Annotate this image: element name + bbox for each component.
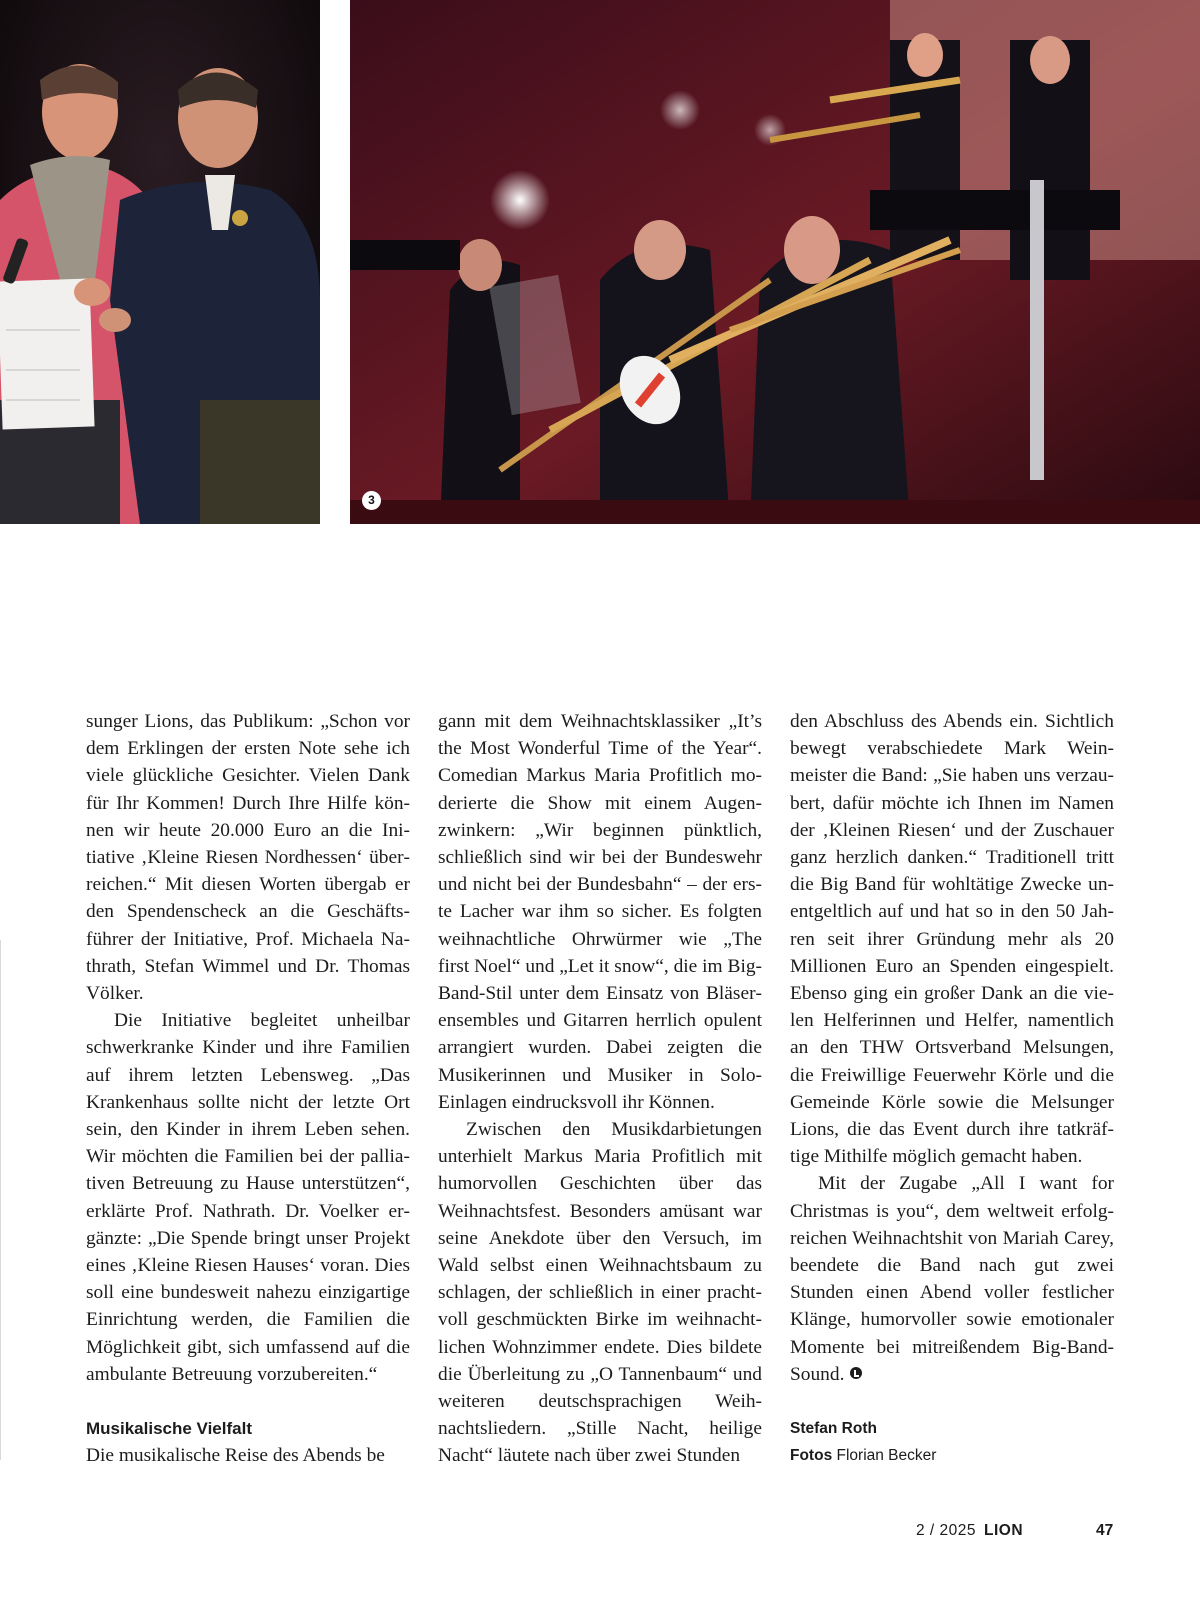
end-of-article-icon [850, 1367, 862, 1379]
paragraph: den Abschluss des Abends ein. Sichtlich bewegt verabschiedete Mark Weinmeister die Band: „Sie haben uns verzaubert, dafür möchte ich Ihnen im Namen der ‚Kleinen Riesen‘ und der Zuschauer ganz herzlich danken.“ Traditionell tritt die Big Band für wohltätige Zwecke unentgeltlich auf und hat so in den 50 Jahren seit ihrer Gründung mehr als 20 Millionen Euro an Spenden eingespielt. Ebenso ging ein großer Dank an die vielen Helferinnen und Helfer, namentlich an den THW Ortsverband Melsungen, die Freiwillige Feuerwehr Körle und die Gemeinde Körle sowie die Melsunger Lions, die das Event durch ihre tatkräftige Mithilfe möglich gemacht haben. [790, 711, 1114, 1168]
magazine-name: LION [984, 1522, 1024, 1539]
text-column-3 [790, 708, 1114, 1469]
text-column-2 [438, 708, 762, 1470]
author-name: Stefan Roth [790, 1420, 877, 1438]
paragraph: Die Initiative begleitet unheilbar schwerkranke Kinder und ihre Familien auf ihrem letzten Lebensweg. „Das Krankenhaus sollte nicht der letzte Ort sein, den Kinder in ihrem Leben sehen. Wir möchten die Familien bei der palliativen Betreuung zu Hause unterstützen“, erklärte Prof. Nathrath. Dr. Voelker ergänzte: „Die Spende bringt unser Projekt eines ‚Kleine Riesen Hauses‘ voran. Dies soll eine bundesweit nahezu einzigartige Einrichtung werden, die Familien die Möglichkeit gibt, sich umfassend auf die ambulante Betreuung vorzubereiten.“ [86, 1010, 410, 1385]
photo-number-badge: 3 [362, 491, 381, 510]
paragraph: Die musikalische Reise des Abends be [86, 1445, 385, 1467]
photo-cheque-handover [0, 0, 320, 524]
subheading: Musikalische Vielfalt [86, 1419, 252, 1439]
big-band-photo-icon [350, 0, 1200, 524]
text-column-1 [86, 708, 410, 1469]
issue-number: 2 / 2025 [916, 1522, 977, 1539]
page-number: 47 [1096, 1522, 1114, 1539]
handover-photo-icon [0, 0, 320, 524]
photographer-name: Florian Becker [836, 1447, 937, 1465]
page-footer [916, 1522, 1114, 1540]
photos-label: Fotos [790, 1447, 833, 1465]
credits [790, 1415, 1114, 1469]
paragraph: gann mit dem Weihnachtsklassiker „It’s the Most Wonderful Time of the Year“. Comedian Markus Maria Profitlich moderierte die Show mit einem Augenzwinkern: „Wir beginnen pünktlich, schließlich sind wir bei der Bundeswehr und nicht bei der Bundesbahn“ – der erste Lacher war ihm so sicher. Es folgten weihnachtliche Ohrwürmer wie „The first Noel“ und „Let it snow“, die im Big-Band-Stil unter dem Einsatz von Bläserensembles und Gitarren herrlich opulent arrangiert wurden. Dabei zeigten die Musikerinnen und Musiker in Solo-Einlagen eindrucksvoll ihr Können. [438, 711, 762, 1113]
paragraph-final [790, 1170, 1114, 1388]
paragraph: Zwischen den Musikdarbietungen unterhielt Markus Maria Profitlich mit humorvollen Geschichten über das Weihnachtsfest. Besonders amüsant war seine Anekdote über den Versuch, im Wald selbst einen Weihnachtsbaum zu schlagen, der schließlich in einer prachtvoll geschmückten Birke im weihnachtlichen Wohnzimmer endete. Dies bildete die Überleitung zu „O Tannenbaum“ und weiteren deutschsprachigen Weihnachtsliedern. „Stille Nacht, heilige Nacht“ läutete nach über zwei Stunden [438, 1119, 762, 1467]
photo-big-band [350, 0, 1200, 524]
paragraph: sunger Lions, das Publikum: „Schon vor dem Erklingen der ersten Note sehe ich viele glückliche Gesichter. Vielen Dank für Ihr Kommen! Durch Ihre Hilfe können wir heute 20.000 Euro an die Initiative ‚Kleine Riesen Nordhessen‘ überreichen.“ Mit diesen Worten übergab er den Spendenscheck an die Geschäftsführer der Initiative, Prof. Michaela Nathrath, Stefan Wimmel und Dr. Thomas Völker. [86, 711, 410, 1005]
paragraph-text: Mit der Zugabe „All I want for Christmas is you“, dem weltweit erfolgreichen Weihnachtshit von Mariah Carey, beendete die Band nach gut zwei Stunden einen Abend voller festlicher Klänge, humorvoller sowie emotionaler Momente bei mitreißendem Big-Band-Sound. [790, 1173, 1114, 1385]
margin-rule [0, 940, 1, 1460]
